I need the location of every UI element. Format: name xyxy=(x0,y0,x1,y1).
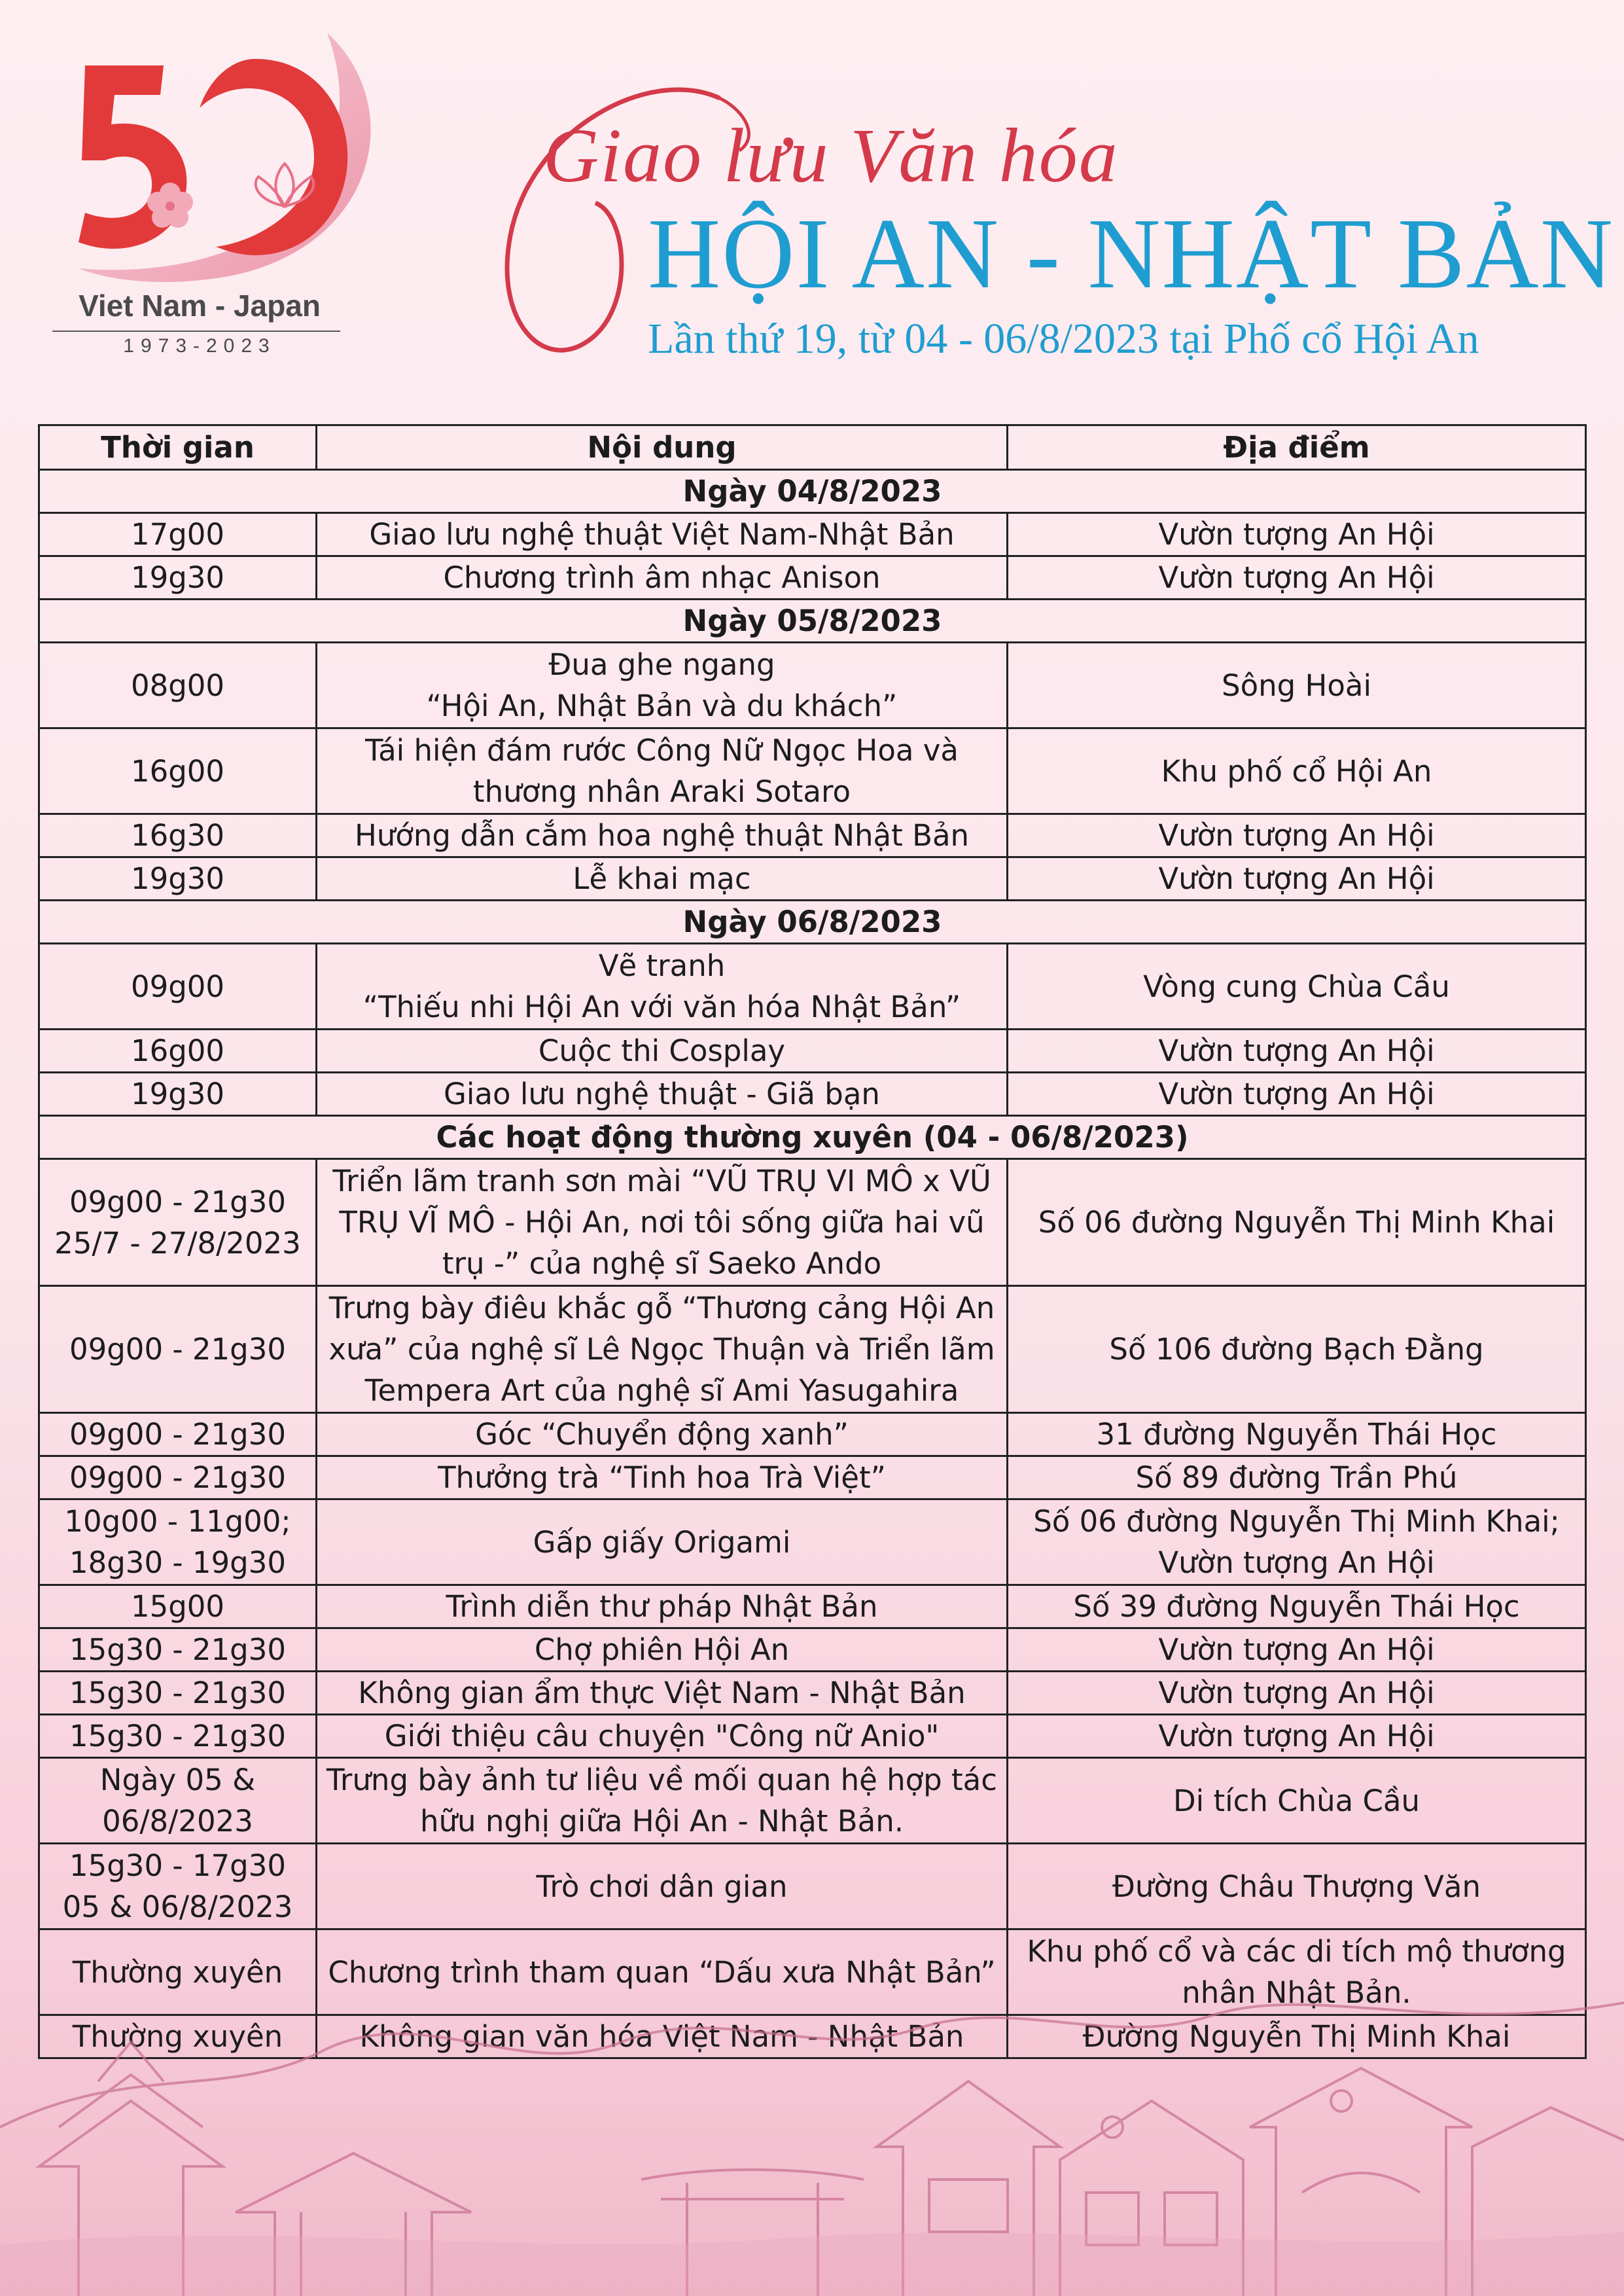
main-title: HỘI AN - NHẬT BẢN xyxy=(648,198,1614,310)
time-cell xyxy=(39,513,317,556)
table-row xyxy=(39,1286,1586,1413)
place-cell xyxy=(1008,1672,1586,1715)
time-cell xyxy=(39,1413,317,1456)
content-cell xyxy=(317,513,1008,556)
place-cell xyxy=(1008,1413,1586,1456)
content-cell xyxy=(317,728,1008,814)
place-cell-line: Khu phố cổ và các di tích mộ thương xyxy=(1027,1934,1566,1969)
time-cell xyxy=(39,1758,317,1844)
content-cell-line: Vẽ tranh xyxy=(598,948,726,983)
content-cell xyxy=(317,814,1008,857)
script-title: Giao lưu Văn hóa xyxy=(543,113,1119,198)
content-cell-line: Giới thiệu câu chuyện "Công nữ Anio" xyxy=(384,1719,940,1753)
time-cell-line: 15g30 - 21g30 xyxy=(69,1676,287,1710)
table-row xyxy=(39,1715,1586,1758)
time-cell-line: 19g30 xyxy=(130,1077,225,1111)
content-cell xyxy=(317,944,1008,1030)
content-cell-line: Chợ phiên Hội An xyxy=(534,1632,790,1667)
place-cell-line: Vườn tượng An Hội xyxy=(1158,1077,1435,1111)
place-cell xyxy=(1008,1456,1586,1499)
place-cell xyxy=(1008,1073,1586,1116)
time-cell-line: 16g30 xyxy=(130,818,225,853)
table-row xyxy=(39,1073,1586,1116)
time-cell-line: 17g00 xyxy=(130,517,225,552)
content-cell xyxy=(317,1456,1008,1499)
logo-years: 1973-2023 xyxy=(123,335,276,357)
content-cell-line: Trưng bày ảnh tư liệu về mối quan hệ hợp tác xyxy=(327,1763,997,1797)
content-cell-line: TRỤ VĨ MÔ - Hội An, nơi tôi sống giữa hai vũ xyxy=(339,1205,985,1240)
content-cell xyxy=(317,1159,1008,1286)
content-cell-line: thương nhân Araki Sotaro xyxy=(472,774,851,809)
time-cell xyxy=(39,556,317,600)
content-cell-line: Giao lưu nghệ thuật Việt Nam-Nhật Bản xyxy=(369,517,955,552)
place-cell xyxy=(1008,814,1586,857)
content-cell-line: “Thiếu nhi Hội An với văn hóa Nhật Bản” xyxy=(362,990,961,1024)
logo-caption: Viet Nam - Japan xyxy=(79,289,321,323)
place-cell-line: Vườn tượng An Hội xyxy=(1158,861,1435,896)
place-cell xyxy=(1008,513,1586,556)
column-header-content: Nội dung xyxy=(317,425,1008,470)
place-cell xyxy=(1008,857,1586,901)
place-cell-line: Di tích Chùa Cầu xyxy=(1173,1783,1421,1818)
place-cell-line: Số 06 đường Nguyễn Thị Minh Khai; xyxy=(1033,1504,1560,1539)
content-cell-line: hữu nghị giữa Hội An - Nhật Bản. xyxy=(419,1804,904,1839)
content-cell-line: Đua ghe ngang xyxy=(548,647,775,682)
content-cell xyxy=(317,1672,1008,1715)
time-cell xyxy=(39,944,317,1030)
place-cell-line: nhân Nhật Bản. xyxy=(1182,1975,1411,2010)
table-row xyxy=(39,944,1586,1030)
time-cell-line: 18g30 - 19g30 xyxy=(69,1545,287,1580)
content-cell-line: Không gian ẩm thực Việt Nam - Nhật Bản xyxy=(358,1676,966,1710)
place-cell xyxy=(1008,1030,1586,1073)
section-title: Ngày 04/8/2023 xyxy=(39,470,1586,513)
place-cell xyxy=(1008,1286,1586,1413)
time-cell xyxy=(39,814,317,857)
content-cell xyxy=(317,1073,1008,1116)
table-row xyxy=(39,1030,1586,1073)
content-cell-line: Chương trình tham quan “Dấu xưa Nhật Bản” xyxy=(328,1954,996,1990)
content-cell-line: trụ -” của nghệ sĩ Saeko Ando xyxy=(442,1246,882,1281)
content-cell-line: Trò chơi dân gian xyxy=(536,1869,788,1904)
table-row xyxy=(39,556,1586,600)
place-cell-line: Vườn tượng An Hội xyxy=(1158,1033,1435,1068)
place-cell-line: Đường Nguyễn Thị Minh Khai xyxy=(1082,2019,1511,2054)
content-cell-line: Trưng bày điêu khắc gỗ “Thương cảng Hội An xyxy=(328,1291,995,1325)
place-cell-line: Vườn tượng An Hội xyxy=(1158,1632,1435,1667)
event-subtitle: Lần thứ 19, từ 04 - 06/8/2023 tại Phố cổ Hội An xyxy=(648,315,1479,363)
table-header-row xyxy=(39,425,1586,470)
table-row xyxy=(39,643,1586,728)
content-cell xyxy=(317,1585,1008,1628)
content-cell-line: Chương trình âm nhạc Anison xyxy=(443,560,881,595)
time-cell-line: 15g30 - 17g30 xyxy=(69,1848,287,1883)
place-cell-line: Khu phố cổ Hội An xyxy=(1161,753,1432,789)
place-cell-line: Số 106 đường Bạch Đằng xyxy=(1109,1332,1484,1367)
time-cell-line: 15g00 xyxy=(130,1589,225,1624)
content-cell-line: Tempera Art của nghệ sĩ Ami Yasugahira xyxy=(364,1373,959,1408)
content-cell xyxy=(317,1030,1008,1073)
time-cell-line: 16g00 xyxy=(130,1033,225,1068)
content-cell xyxy=(317,643,1008,728)
time-cell xyxy=(39,1715,317,1758)
content-cell xyxy=(317,1715,1008,1758)
section-header-row xyxy=(39,1116,1586,1159)
place-cell xyxy=(1008,1585,1586,1628)
content-cell-line: Cuộc thi Cosplay xyxy=(538,1033,786,1068)
section-title: Các hoạt động thường xuyên (04 - 06/8/2023) xyxy=(39,1116,1586,1159)
section-title: Ngày 06/8/2023 xyxy=(39,901,1586,944)
section-header-row xyxy=(39,600,1586,643)
time-cell-line: Ngày 05 & xyxy=(99,1763,256,1797)
schedule-table xyxy=(38,424,1587,2059)
table-row xyxy=(39,1499,1586,1585)
time-cell-line: 09g00 - 21g30 xyxy=(69,1460,287,1495)
time-cell-line: 09g00 - 21g30 xyxy=(69,1184,287,1219)
content-cell xyxy=(317,1758,1008,1844)
section-header-row xyxy=(39,901,1586,944)
table-row xyxy=(39,857,1586,901)
time-cell xyxy=(39,1456,317,1499)
time-cell-line: Thường xuyên xyxy=(72,1954,283,1990)
time-cell-line: 09g00 xyxy=(130,969,225,1004)
content-cell-line: Triển lãm tranh sơn mài “VŨ TRỤ VI MÔ x VŨ xyxy=(332,1164,991,1198)
place-cell-line: Vườn tượng An Hội xyxy=(1158,1545,1435,1580)
place-cell xyxy=(1008,728,1586,814)
content-cell-line: Gấp giấy Origami xyxy=(533,1524,791,1560)
hoi-an-scenery-illustration xyxy=(0,1931,1624,2296)
time-cell xyxy=(39,1073,317,1116)
place-cell-line: Số 06 đường Nguyễn Thị Minh Khai xyxy=(1038,1205,1555,1240)
column-header-place: Địa điểm xyxy=(1008,425,1586,470)
content-cell xyxy=(317,1413,1008,1456)
place-cell xyxy=(1008,1159,1586,1286)
time-cell xyxy=(39,728,317,814)
table-row xyxy=(39,1672,1586,1715)
place-cell xyxy=(1008,1715,1586,1758)
place-cell-line: Vườn tượng An Hội xyxy=(1158,1719,1435,1753)
time-cell xyxy=(39,1672,317,1715)
time-cell-line: 09g00 - 21g30 xyxy=(69,1417,287,1452)
time-cell xyxy=(39,1030,317,1073)
poster-header xyxy=(0,0,1624,393)
time-cell-line: 19g30 xyxy=(130,861,225,896)
place-cell-line: Số 39 đường Nguyễn Thái Học xyxy=(1073,1589,1520,1624)
time-cell xyxy=(39,1499,317,1585)
time-cell-line: 16g00 xyxy=(130,753,225,789)
table-row xyxy=(39,1758,1586,1844)
time-cell-line: 10g00 - 11g00; xyxy=(64,1504,291,1539)
content-cell xyxy=(317,556,1008,600)
table-row xyxy=(39,1456,1586,1499)
content-cell-line: Thưởng trà “Tinh hoa Trà Việt” xyxy=(438,1460,886,1495)
table-row xyxy=(39,728,1586,814)
time-cell-line: 09g00 - 21g30 xyxy=(69,1332,287,1367)
section-header-row xyxy=(39,470,1586,513)
content-cell-line: Hướng dẫn cắm hoa nghệ thuật Nhật Bản xyxy=(354,818,970,853)
table-row xyxy=(39,1844,1586,1929)
place-cell xyxy=(1008,1844,1586,1929)
place-cell-line: Vườn tượng An Hội xyxy=(1158,818,1435,853)
table-row xyxy=(39,1159,1586,1286)
content-cell-line: Trình diễn thư pháp Nhật Bản xyxy=(446,1589,878,1624)
place-cell-line: Sông Hoài xyxy=(1222,668,1371,703)
content-cell xyxy=(317,857,1008,901)
content-cell-line: Lễ khai mạc xyxy=(573,861,751,896)
place-cell xyxy=(1008,944,1586,1030)
content-cell-line: xưa” của nghệ sĩ Lê Ngọc Thuận và Triển lãm xyxy=(328,1332,995,1367)
time-cell xyxy=(39,1844,317,1929)
time-cell-line: Thường xuyên xyxy=(72,2019,283,2054)
content-cell xyxy=(317,1499,1008,1585)
time-cell xyxy=(39,1286,317,1413)
time-cell xyxy=(39,643,317,728)
time-cell-line: 08g00 xyxy=(130,668,225,703)
table-row xyxy=(39,814,1586,857)
place-cell xyxy=(1008,556,1586,600)
place-cell-line: Vườn tượng An Hội xyxy=(1158,517,1435,552)
table-row xyxy=(39,1585,1586,1628)
time-cell-line: 15g30 - 21g30 xyxy=(69,1632,287,1667)
section-title: Ngày 05/8/2023 xyxy=(39,600,1586,643)
table-row xyxy=(39,1628,1586,1672)
place-cell-line: Vườn tượng An Hội xyxy=(1158,1676,1435,1710)
time-cell xyxy=(39,857,317,901)
content-cell-line: Giao lưu nghệ thuật - Giã bạn xyxy=(444,1077,880,1111)
place-cell xyxy=(1008,1628,1586,1672)
time-cell xyxy=(39,1159,317,1286)
place-cell-line: Đường Châu Thượng Văn xyxy=(1112,1869,1481,1904)
column-header-time: Thời gian xyxy=(39,425,317,470)
place-cell-line: Vườn tượng An Hội xyxy=(1158,560,1435,595)
content-cell-line: Góc “Chuyển động xanh” xyxy=(475,1417,849,1452)
table-row xyxy=(39,513,1586,556)
time-cell-line: 06/8/2023 xyxy=(102,1804,253,1839)
time-cell-line: 05 & 06/8/2023 xyxy=(62,1890,293,1924)
place-cell xyxy=(1008,1499,1586,1585)
place-cell xyxy=(1008,643,1586,728)
logo-divider xyxy=(52,331,340,332)
place-cell-line: 31 đường Nguyễn Thái Học xyxy=(1096,1417,1497,1452)
time-cell xyxy=(39,1585,317,1628)
time-cell xyxy=(39,1628,317,1672)
schedule-body xyxy=(39,470,1586,2058)
place-cell-line: Số 89 đường Trần Phú xyxy=(1135,1460,1458,1495)
content-cell-line: Tái hiện đám rước Công Nữ Ngọc Hoa và xyxy=(365,733,959,768)
content-cell-line: “Hội An, Nhật Bản và du khách” xyxy=(426,689,898,723)
time-cell-line: 15g30 - 21g30 xyxy=(69,1719,287,1753)
place-cell xyxy=(1008,1758,1586,1844)
place-cell-line: Vòng cung Chùa Cầu xyxy=(1143,969,1450,1004)
table-row xyxy=(39,1413,1586,1456)
content-cell-line: Không gian văn hóa Việt Nam - Nhật Bản xyxy=(359,2019,964,2054)
time-cell-line: 25/7 - 27/8/2023 xyxy=(54,1225,301,1261)
time-cell-line: 19g30 xyxy=(130,560,225,595)
content-cell xyxy=(317,1844,1008,1929)
content-cell xyxy=(317,1286,1008,1413)
content-cell xyxy=(317,1628,1008,1672)
